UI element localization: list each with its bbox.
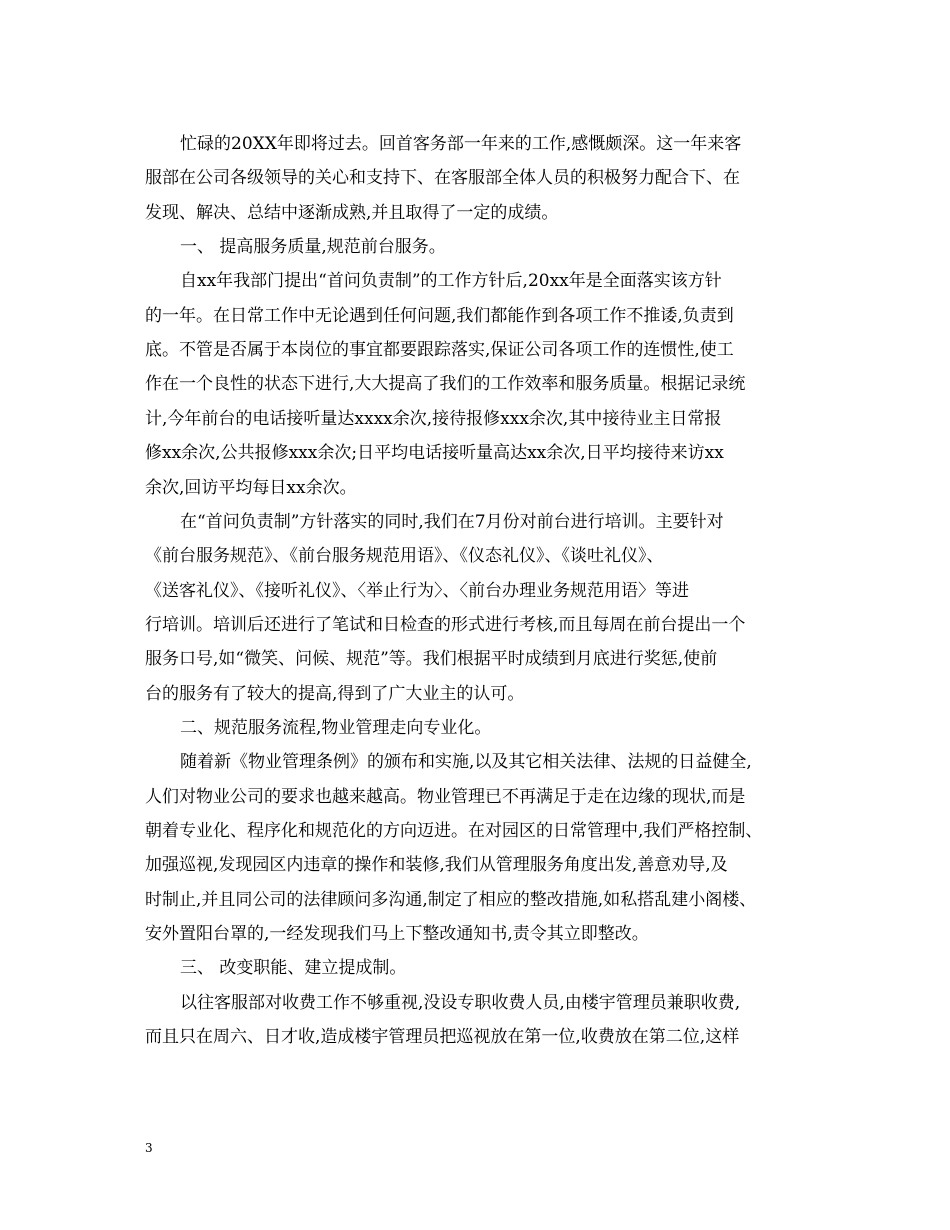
- text-line: 时制止,并且同公司的法律顾问多沟通,制定了相应的整改措施,如私搭乱建小阁楼、: [145, 890, 757, 910]
- text-line: 而且只在周六、日才收,造成楼宇管理员把巡视放在第一位,收费放在第二位,这样: [145, 1027, 740, 1047]
- text-line: 忙碌的20XX年即将过去。回首客务部一年来的工作,感慨颇深。这一年来客: [180, 134, 742, 154]
- text-line: 随着新《物业管理条例》的颁布和实施,以及其它相关法律、法规的日益健全,: [180, 752, 752, 772]
- text-line: 服部在公司各级领导的关心和支持下、在客服部全体人员的积极努力配合下、在: [145, 168, 740, 188]
- text-line: 《前台服务规范》、《前台服务规范用语》、《仪态礼仪》、《谈吐礼仪》、: [145, 546, 664, 566]
- text-line: 自xx年我部门提出“首问负责制”的工作方针后,20xx年是全面落实该方针: [180, 271, 722, 291]
- text-line: 底。不管是否属于本岗位的事宜都要跟踪落实,保证公司各项工作的连惯性,使工: [145, 340, 734, 360]
- text-line: 安外置阳台罩的,一经发现我们马上下整改通知书,责令其立即整改。: [145, 924, 649, 944]
- text-line: 人们对物业公司的要求也越来越高。物业管理已不再满足于走在边缘的现状,而是: [145, 787, 746, 807]
- text-line: 作在一个良性的状态下进行,大大提高了我们的工作效率和服务质量。根据记录统: [145, 374, 746, 394]
- text-line: 台的服务有了较大的提高,得到了广大业主的认可。: [145, 684, 525, 704]
- text-line: 发现、解决、总结中逐渐成熟,并且取得了一定的成绩。: [145, 203, 559, 223]
- text-line: 朝着专业化、程序化和规范化的方向迈进。在对园区的日常管理中,我们严格控制、: [145, 821, 763, 841]
- text-line: 余次,回访平均每日xx余次。: [145, 478, 357, 498]
- text-line: 计,今年前台的电话接听量达xxxx余次,接待报修xxx余次,其中接待业主日常报: [145, 409, 722, 429]
- page-number: 3: [145, 1141, 153, 1155]
- text-line: 加强巡视,发现园区内违章的操作和装修,我们从管理服务角度出发,善意劝导,及: [145, 855, 728, 875]
- text-line: 修xx余次,公共报修xxx余次;日平均电话接听量高达xx余次,日平均接待来访xx: [145, 443, 724, 463]
- text-line: 服务口号,如“微笑、问候、规范”等。我们根据平时成绩到月底进行奖惩,使前: [145, 649, 718, 669]
- text-line: 在“首问负责制”方针落实的同时,我们在7月份对前台进行培训。主要针对: [180, 512, 724, 532]
- section-heading-2: 二、规范服务流程,物业管理走向专业化。: [180, 718, 492, 738]
- section-heading-1: 一、 提高服务质量,规范前台服务。: [180, 237, 446, 257]
- section-heading-3: 三、 改变职能、建立提成制。: [180, 958, 407, 978]
- text-line: 《送客礼仪》、《接听礼仪》、〈举止行为〉、〈前台办理业务规范用语〉等进: [145, 581, 689, 601]
- text-line: 行培训。培训后还进行了笔试和日检查的形式进行考核,而且每周在前台提出一个: [145, 615, 746, 635]
- text-line: 的一年。在日常工作中无论遇到任何问题,我们都能作到各项工作不推诿,负责到: [145, 306, 734, 326]
- text-line: 以往客服部对收费工作不够重视,没设专职收费人员,由楼宇管理员兼职收费,: [180, 993, 741, 1013]
